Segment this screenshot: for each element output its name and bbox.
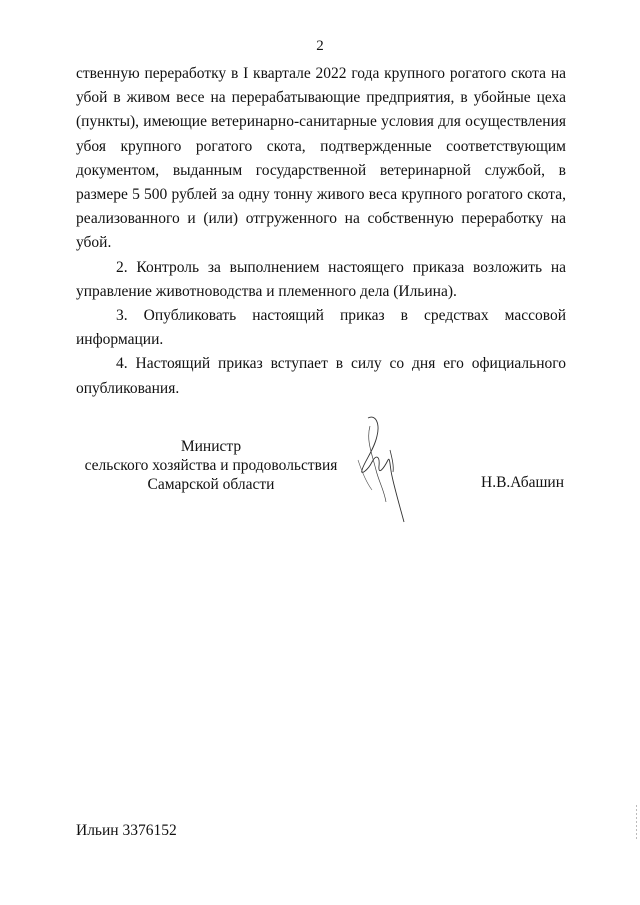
executor-note: Ильин 3376152 <box>76 822 177 839</box>
document-body <box>76 62 566 401</box>
paragraph-1-continuation: ственную переработку в I квартале 2022 года крупного рогатого скота на убой в живом весе на перерабатывающие предприятия, в убойные цеха (пункты), имеющие ветеринарно-санитарные условия для осуществления убоя крупного рогатого скота, подтвержденные соответствующим документом, выданным государственной ветеринарной службой, в размере 5 500 рублей за одну тонну живого веса крупного рогатого скота, реализованного и (или) отгруженного на собственную переработку на убой. <box>76 65 566 252</box>
signatory-title-line-2: сельского хозяйства и продовольствия <box>84 457 338 474</box>
signatory-name: Н.В.Абашин <box>481 474 564 491</box>
paragraph-3: 3. Опубликовать настоящий приказ в средствах массовой информации. <box>76 307 566 349</box>
handwritten-signature <box>346 410 426 530</box>
paragraph-4: 4. Настоящий приказ вступает в силу со дня его официального опубликования. <box>76 355 566 397</box>
paragraph-2: 2. Контроль за выполнением настоящего приказа возложить на управление животноводства и племенного дела (Ильина). <box>76 258 566 300</box>
signatory-title-line-3: Самарской области <box>147 476 275 493</box>
scan-edge-mark <box>635 805 638 839</box>
signatory-title-line-1: Министр <box>180 438 242 455</box>
signatory-title <box>76 437 346 494</box>
page-number: 2 <box>316 38 324 54</box>
